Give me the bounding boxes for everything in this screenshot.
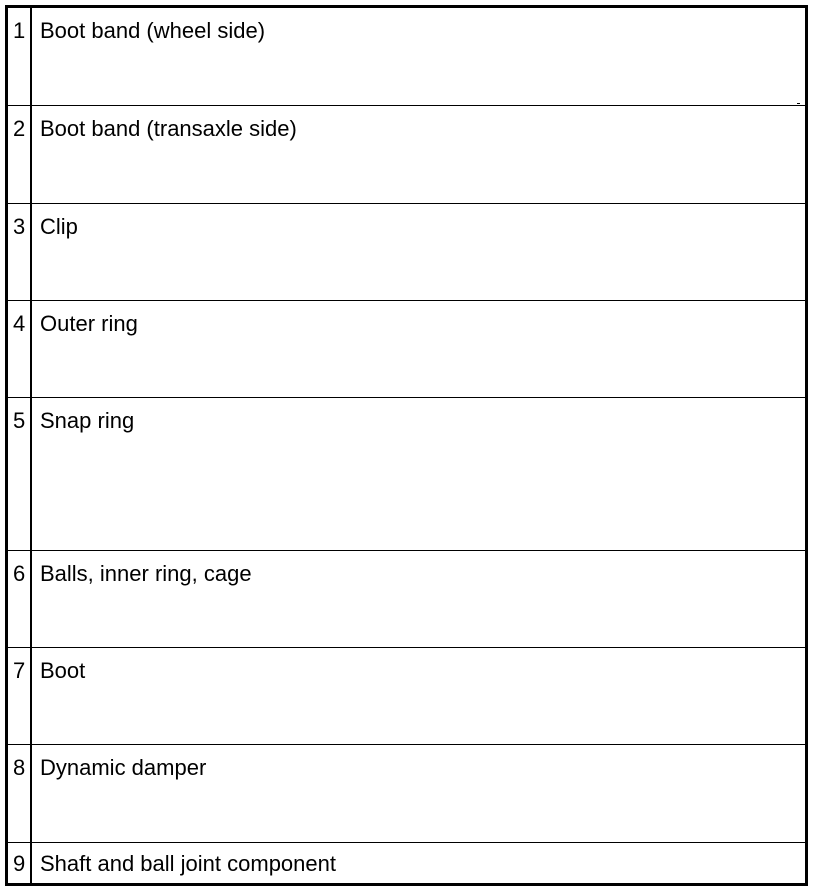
table-row [8, 106, 805, 203]
parts-table [5, 5, 808, 886]
table-row [8, 745, 805, 842]
part-number: 3 [13, 214, 26, 239]
part-name: Outer ring [40, 311, 138, 336]
table-row [8, 301, 805, 398]
part-number: 5 [13, 408, 26, 433]
table-row [8, 204, 805, 301]
table-row [8, 398, 805, 551]
part-number: 7 [13, 658, 26, 683]
part-number: 2 [13, 116, 26, 141]
part-name: Clip [40, 214, 78, 239]
table-row [8, 8, 805, 105]
part-number: 4 [13, 311, 26, 336]
part-name: Snap ring [40, 408, 135, 433]
table-row [8, 551, 805, 648]
part-number: 1 [13, 18, 26, 43]
part-number: 9 [13, 851, 26, 876]
part-name: Boot band (wheel side) [40, 18, 266, 43]
part-name: Balls, inner ring, cage [40, 561, 252, 586]
part-name: Boot [40, 658, 86, 683]
part-name: Boot band (transaxle side) [40, 116, 297, 141]
part-name: Dynamic damper [40, 755, 207, 780]
scan-speck [797, 103, 800, 104]
part-name: Shaft and ball joint component [40, 851, 336, 876]
part-number: 6 [13, 561, 26, 586]
table-row [8, 843, 805, 883]
table-row [8, 648, 805, 745]
part-number: 8 [13, 755, 26, 780]
